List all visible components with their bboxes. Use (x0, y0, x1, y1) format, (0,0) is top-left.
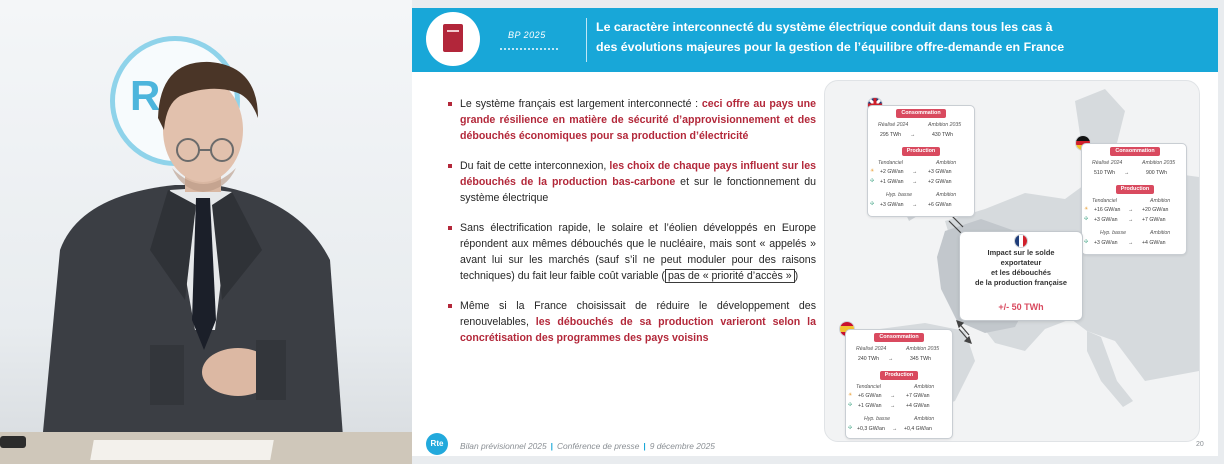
uk-arrow: → (912, 179, 918, 185)
bullet-boxed-note: pas de « priorité d’accès » (665, 269, 795, 283)
bullet-item-3: Sans électrification rapide, le solaire et l’éolien développés en Europe répondent aux mêmes débouchés que le nucléaire, mais sont « appelés » avant lui sur les marchés (sauf s’il ne peut moduler pour des raisons techniques) du fait leur faible coût variable ( pas de « priorité d’accès » ) (446, 220, 816, 284)
spain-consumption-chip: Consommation (874, 333, 924, 342)
europe-map-panel (824, 80, 1200, 442)
impact-line-4: de la production française (975, 278, 1067, 287)
bullet-text: Du fait de cette interconnexion, (460, 160, 610, 172)
germany-wind-ambition: +7 GW/an (1142, 217, 1166, 223)
germany-tendanciel-label: Tendanciel (1092, 198, 1117, 204)
rte-logo: Rte (426, 433, 448, 455)
presentation-slide (412, 8, 1218, 456)
uk-wind-ambition: +2 GW/an (928, 179, 952, 185)
uk-wind-icon: ✣ (870, 178, 875, 184)
speaker-video (0, 0, 412, 464)
germany-arrow: → (1128, 217, 1134, 223)
header-divider (586, 18, 587, 62)
footer-separator: | (643, 441, 646, 451)
uk-arrow: → (910, 132, 916, 138)
spain-arrow: → (892, 426, 898, 432)
germany-ambition-value: 900 TWh (1146, 170, 1167, 176)
bullet-text: Même si la France choisissait de réduire le développement des renouvelables, (460, 300, 816, 328)
germany-solar-icon: ☀ (1084, 206, 1089, 212)
uk-offshore-ambition: +6 GW/an (928, 202, 952, 208)
germany-col-realise: Réalisé 2024 (1092, 160, 1123, 166)
impact-text (960, 248, 1082, 288)
germany-consumption-chip: Consommation (1110, 147, 1160, 156)
desk-paper (90, 440, 274, 460)
slide-title-line-2: des évolutions majeures pour la gestion de l’équilibre offre-demande en France (596, 40, 1065, 54)
uk-offshore-tendanciel: +3 GW/an (880, 202, 904, 208)
germany-wind-icon: ✣ (1084, 216, 1089, 222)
spain-realise-value: 240 TWh (858, 356, 879, 362)
bullet-text: Le système français est largement interconnecté : (460, 98, 702, 110)
spain-offshore-icon: ✣ (848, 425, 853, 431)
footer-separator: | (550, 441, 553, 451)
report-book-icon (443, 24, 463, 52)
spain-solar-icon: ☀ (848, 392, 853, 398)
spain-ambition-label: Ambition (914, 384, 935, 390)
germany-ambition-label-2: Ambition (1150, 230, 1171, 236)
germany-arrow: → (1128, 207, 1134, 213)
uk-tendanciel-label: Tendanciel (878, 160, 903, 166)
france-flag-icon (1014, 234, 1028, 248)
spain-wind-ambition: +4 GW/an (906, 403, 930, 409)
spain-ambition-value: 345 TWh (910, 356, 931, 362)
germany-hyp-label: Hyp. basse (1100, 230, 1126, 236)
bullet-text: Sans électrification rapide, le solaire et l’éolien développés en Europe répondent aux mêmes débouchés que le nucléaire, mais sont « appelés » avant lui sur les marchés (sauf s’il ne peut moduler pour des raisons techniques) du fait leur faible coût variable (460, 222, 816, 282)
germany-production-chip: Production (1116, 185, 1154, 194)
germany-arrow: → (1128, 240, 1134, 246)
impact-value: +/- 50 TWh (998, 302, 1044, 312)
spain-offshore-tendanciel: +0,3 GW/an (857, 426, 885, 432)
slide-header (412, 8, 1218, 72)
germany-ambition-label: Ambition (1150, 198, 1171, 204)
footer-date: 9 décembre 2025 (649, 441, 715, 451)
spain-arrow: → (890, 403, 896, 409)
uk-col-ambition: Ambition 2035 (928, 122, 962, 128)
bullet-highlight: les choix de chaque pays influent sur les débouchés de la production bas-carbone (460, 160, 816, 188)
bullet-item-4 (446, 298, 816, 346)
germany-offshore-icon: ✣ (1084, 239, 1089, 245)
spain-col-realise: Réalisé 2024 (856, 346, 887, 352)
spain-solar-tendanciel: +6 GW/an (858, 393, 882, 399)
germany-realise-value: 510 TWh (1094, 170, 1115, 176)
germany-solar-tendanciel: +16 GW/an (1094, 207, 1121, 213)
impact-line-3: et les débouchés (991, 268, 1051, 277)
uk-solar-tendanciel: +2 GW/an (880, 169, 904, 175)
page-number: 20 (1196, 441, 1204, 448)
bullet-text-tail: et sur le fonctionnement du système électrique (460, 176, 816, 204)
spain-arrow: → (888, 356, 894, 362)
speaker-figure (0, 0, 412, 464)
footer-event: Conférence de presse (556, 441, 640, 451)
spain-hyp-label: Hyp. basse (864, 416, 890, 422)
spain-wind-tendanciel: +1 GW/an (858, 403, 882, 409)
spain-arrow: → (890, 393, 896, 399)
germany-offshore-ambition: +4 GW/an (1142, 240, 1166, 246)
bullet-highlight: les débouchés de sa production varieront selon la concrétisation des programmes des pays voisins (460, 316, 816, 344)
uk-solar-icon: ☀ (870, 168, 875, 174)
uk-card (867, 105, 975, 217)
uk-solar-ambition: +3 GW/an (928, 169, 952, 175)
spain-solar-ambition: +7 GW/an (906, 393, 930, 399)
germany-col-ambition: Ambition 2035 (1142, 160, 1176, 166)
germany-wind-tendanciel: +3 GW/an (1094, 217, 1118, 223)
spain-wind-icon: ✣ (848, 402, 853, 408)
uk-offshore-icon: ✣ (870, 201, 875, 207)
spain-production-chip: Production (880, 371, 918, 380)
bullet-highlight: ceci offre au pays une grande résilience en matière de sécurité d’approvisionnement et des débouchés économiques pour sa production d’électricité (460, 98, 816, 142)
impact-box (959, 231, 1083, 321)
slide-title-line-1: Le caractère interconnecté du système électrique conduit dans tous les cas à (596, 20, 1053, 34)
uk-realise-value: 295 TWh (880, 132, 901, 138)
uk-ambition-label-2: Ambition (936, 192, 957, 198)
spain-ambition-label-2: Ambition (914, 416, 935, 422)
spain-tendanciel-label: Tendanciel (856, 384, 881, 390)
impact-line-1: Impact sur le solde (987, 248, 1055, 257)
uk-production-chip: Production (902, 147, 940, 156)
backdrop-logo-text: R (130, 72, 161, 119)
uk-ambition-label: Ambition (936, 160, 957, 166)
uk-wind-tendanciel: +1 GW/an (880, 179, 904, 185)
uk-consumption-chip: Consommation (896, 109, 946, 118)
spain-col-ambition: Ambition 2035 (906, 346, 940, 352)
spain-offshore-ambition: +0,4 GW/an (904, 426, 932, 432)
desk-device (0, 436, 26, 448)
tag-underline (500, 48, 558, 50)
spain-card (845, 329, 953, 439)
bp-tag: BP 2025 (508, 30, 546, 40)
uk-arrow: → (912, 202, 918, 208)
impact-line-2: exportateur (1000, 258, 1042, 267)
bullet-item-2 (446, 158, 816, 206)
uk-arrow: → (912, 169, 918, 175)
uk-hyp-label: Hyp. basse (886, 192, 912, 198)
slide-footer (460, 441, 715, 451)
uk-ambition-value: 430 TWh (932, 132, 953, 138)
germany-offshore-tendanciel: +3 GW/an (1094, 240, 1118, 246)
footer-report-name: Bilan prévisionnel 2025 (460, 441, 547, 451)
bullet-list (446, 96, 816, 360)
germany-solar-ambition: +20 GW/an (1142, 207, 1169, 213)
bullet-item-1 (446, 96, 816, 144)
germany-card (1081, 143, 1187, 255)
uk-col-realise: Réalisé 2024 (878, 122, 909, 128)
slide-title (596, 17, 1196, 57)
germany-arrow: → (1124, 170, 1130, 176)
